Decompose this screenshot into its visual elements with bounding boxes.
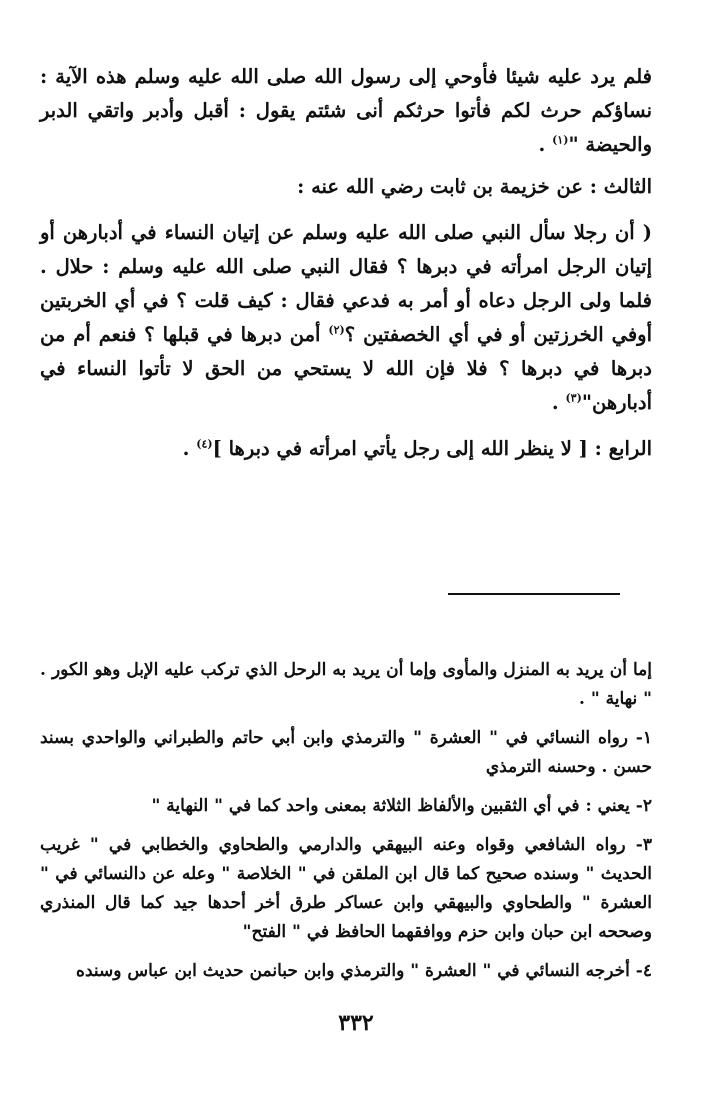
- footnote-3: ٣- رواه الشافعي وقواه وعنه البيهقي والدارمي والطحاوي والخطابي في " غريب الحديث " وسنده صحيح كما قال ابن الملقن في " الخلاصة " وعله عن دالنسائي في " العشرة " والطحاوي والبيهقي وابن عساكر طرق أخر أحدها جيد كما قال المنذري وصححه ابن حبان وابن حزم ووافقهما الحافظ في " الفتح": [40, 835, 652, 942]
- page-number: ٣٣٢: [338, 1010, 374, 1036]
- paragraph-3-text-b: أمن دبرها في قبلها ؟ فنعم أم من دبرها في دبرها ؟ فلا فإن الله لا يستحي من الحق لا تأتوا النساء في أدبارهن": [40, 323, 652, 414]
- paragraph-1-end: .: [538, 133, 553, 156]
- footnote-1: ١- رواه النسائي في " العشرة " والترمذي وابن أبي حاتم والطبراني والواحدي بسند حسن . وحسنه الترمذي: [40, 728, 652, 777]
- paragraph-3: [40, 216, 652, 420]
- paragraph-2-text: الثالث : عن خزيمة بن ثابت رضي الله عنه :: [297, 175, 652, 198]
- footnote-continuation: إما أن يريد به المنزل والمأوى وإما أن يريد به الرحل الذي تركب عليه الإبل وهو الكور . " نهاية " .: [40, 660, 652, 709]
- footnotes: [40, 656, 652, 996]
- paragraph-1-text: فلم يرد عليه شيئا فأوحي إلى رسول الله صلى الله عليه وسلم هذه الآية : نساؤكم حرث لكم فأتوا حرثكم أنى شئتم يقول : أقبل وأدبر واتقي الدبر والحيضة ": [40, 65, 652, 156]
- footnote-2: ٢- يعني : في أي الثقبين والألفاظ الثلاثة بمعنى واحد كما في " النهاية ": [151, 796, 652, 816]
- paragraph-3-end: .: [551, 391, 566, 414]
- footnote-ref-1[interactable]: (١): [552, 133, 569, 147]
- footnote-ref-3[interactable]: (٣): [565, 391, 582, 405]
- paragraph-1: [40, 60, 652, 162]
- paragraph-4: [40, 432, 652, 466]
- footnote-divider: [448, 593, 620, 595]
- paragraph-4-end: .: [182, 437, 197, 460]
- paragraph-3-text-a: ( أن رجلا سأل النبي صلى الله عليه وسلم عن إتيان النساء في أدبارهن أو إتيان الرجل امرأته في دبرها ؟ فقال النبي صلى الله عليه وسلم : حلال . فلما ولى الرجل دعاه أو أمر به فدعي فقال : كيف قلت ؟ في أي الخربتين أوفي الخرزتين أو في أي الخصفتين ؟: [40, 221, 653, 346]
- main-text: [40, 60, 652, 466]
- footnote-ref-2[interactable]: (٢): [328, 323, 345, 337]
- paragraph-4-text: الرابع : [ لا ينظر الله إلى رجل يأتي امرأته في دبرها ]: [212, 437, 652, 460]
- paragraph-2: [40, 170, 652, 204]
- footnote-ref-4[interactable]: (٤): [196, 437, 213, 451]
- footnote-4: ٤- أخرجه النسائي في " العشرة " والترمذي وابن حبانمن حديث ابن عباس وسنده: [76, 961, 652, 981]
